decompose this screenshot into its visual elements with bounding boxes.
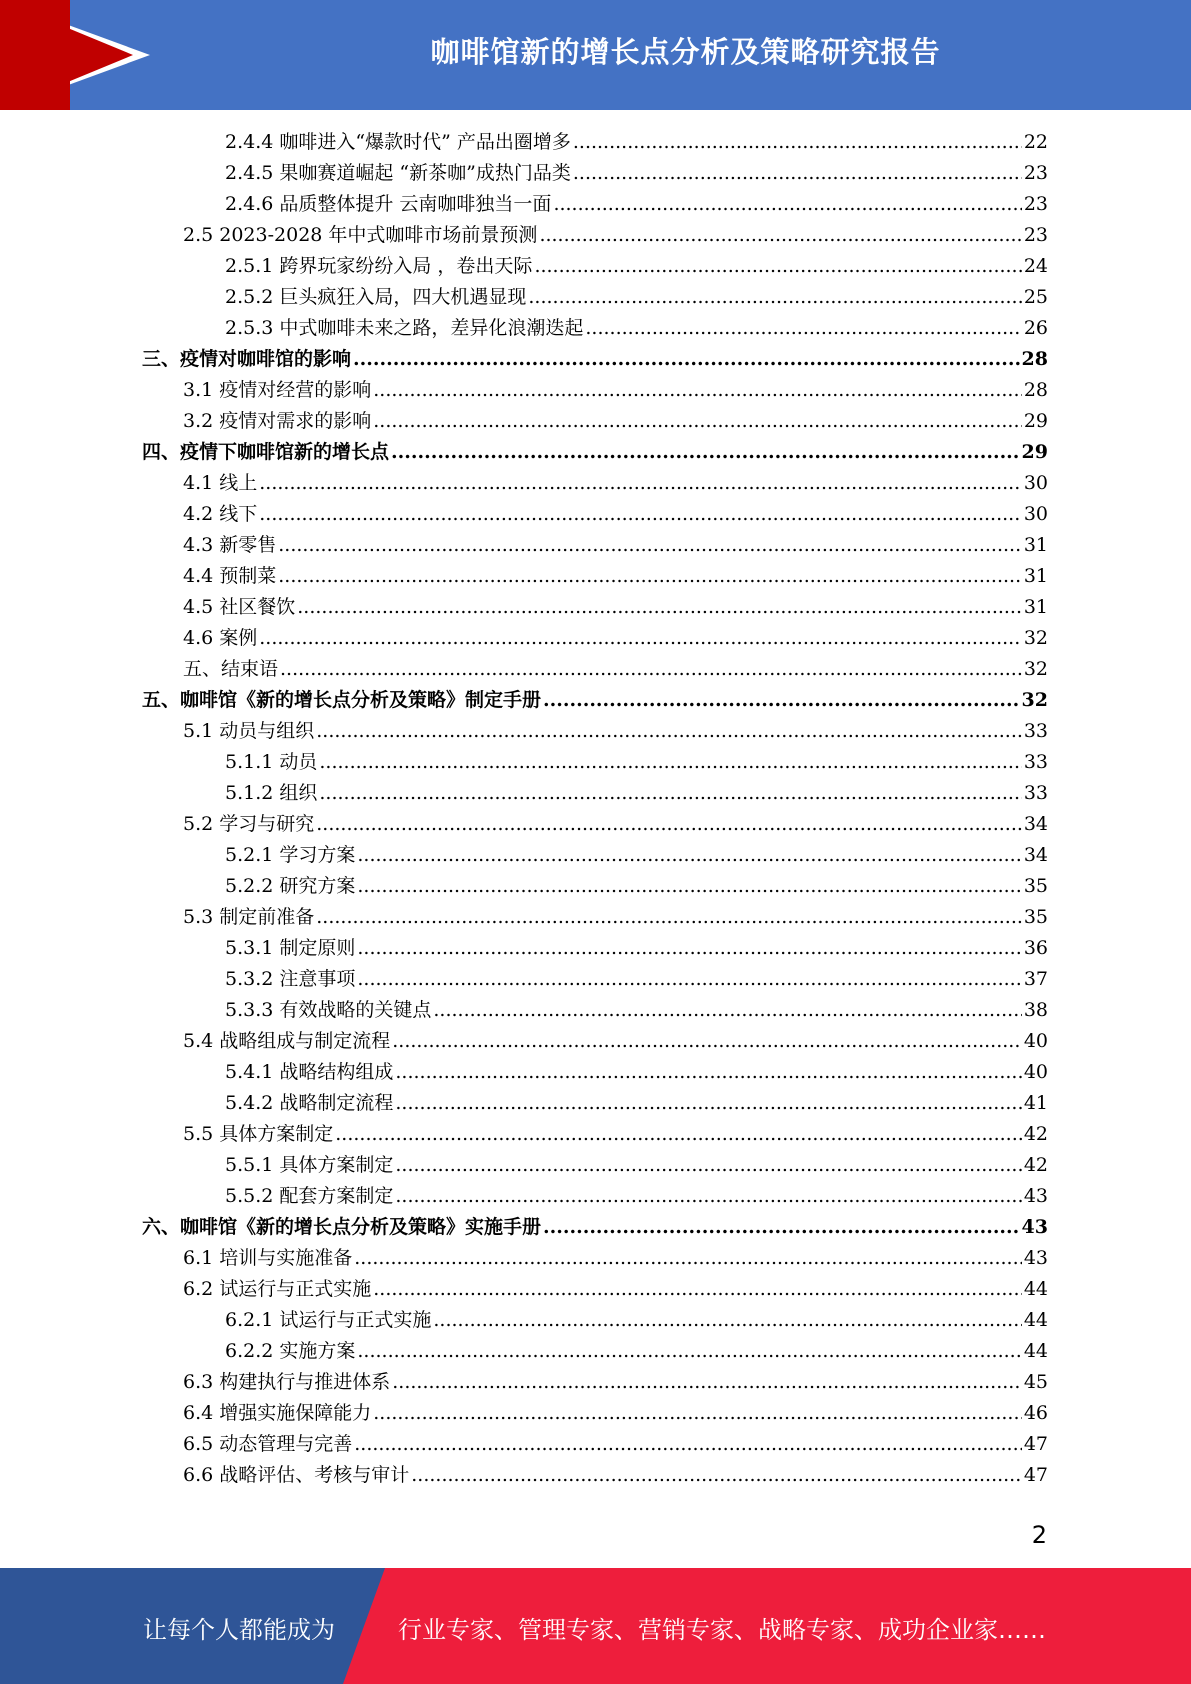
toc-leader-dots xyxy=(316,906,1022,928)
toc-entry-label: 2.5.3 中式咖啡未来之路，差异化浪潮迭起 xyxy=(225,317,584,339)
toc-leader-dots xyxy=(373,1278,1022,1300)
toc-leader-dots xyxy=(354,1247,1022,1269)
page-footer xyxy=(0,1568,1191,1684)
toc-leader-dots xyxy=(543,1216,1020,1238)
toc-entry-label: 5.1.2 组织 xyxy=(225,782,318,804)
toc-leader-dots xyxy=(411,1464,1022,1486)
toc-entry-page: 35 xyxy=(1023,875,1048,897)
toc-entry-label: 3.1 疫情对经营的影响 xyxy=(183,379,372,401)
toc-entry-label: 6.6 战略评估、考核与审计 xyxy=(183,1464,410,1486)
toc-entry[interactable] xyxy=(225,189,1048,220)
toc-entry-page: 30 xyxy=(1023,472,1048,494)
footer-blue-slant xyxy=(343,1568,385,1684)
toc-entry[interactable] xyxy=(225,251,1048,282)
toc-entry[interactable] xyxy=(225,1305,1048,1336)
toc-entry-page: 47 xyxy=(1023,1464,1048,1486)
toc-entry-label: 4.1 线上 xyxy=(183,472,258,494)
toc-entry-page: 31 xyxy=(1023,596,1048,618)
toc-entry-page: 43 xyxy=(1021,1216,1048,1238)
toc-entry-label: 5.5.2 配套方案制定 xyxy=(225,1185,394,1207)
toc-entry-page: 38 xyxy=(1023,999,1048,1021)
toc-entry-page: 34 xyxy=(1023,813,1048,835)
toc-entry-label: 2.4.4 咖啡进入“爆款时代” 产品出圈增多 xyxy=(225,131,571,153)
page-header xyxy=(0,0,1191,110)
toc-entry-label: 2.5.1 跨界玩家纷纷入局 ，卷出天际 xyxy=(225,255,533,277)
toc-entry-page: 43 xyxy=(1023,1247,1048,1269)
toc-entry-label: 5.4.1 战略结构组成 xyxy=(225,1061,394,1083)
toc-leader-dots xyxy=(316,720,1022,742)
toc-leader-dots xyxy=(297,596,1022,618)
toc-entry[interactable] xyxy=(183,1429,1048,1460)
toc-leader-dots xyxy=(373,1402,1022,1424)
toc-entry-label: 5.3.3 有效战略的关键点 xyxy=(225,999,432,1021)
toc-entry[interactable] xyxy=(225,1336,1048,1367)
toc-leader-dots xyxy=(534,255,1021,277)
toc-entry-page: 31 xyxy=(1023,534,1048,556)
toc-entry[interactable] xyxy=(225,933,1048,964)
toc-entry-label: 5.3 制定前准备 xyxy=(183,906,315,928)
toc-entry[interactable] xyxy=(183,1026,1048,1057)
toc-leader-dots xyxy=(433,999,1021,1021)
toc-entry-page: 42 xyxy=(1023,1123,1048,1145)
toc-entry-label: 6.3 构建执行与推进体系 xyxy=(183,1371,391,1393)
toc-leader-dots xyxy=(543,689,1020,711)
toc-leader-dots xyxy=(335,1123,1022,1145)
toc-leader-dots xyxy=(395,1092,1021,1114)
toc-entry-page: 36 xyxy=(1023,937,1048,959)
toc-entry[interactable] xyxy=(183,1243,1048,1274)
toc-entry-page: 32 xyxy=(1023,658,1048,680)
toc-entry[interactable] xyxy=(225,127,1048,158)
toc-entry-page: 47 xyxy=(1023,1433,1048,1455)
toc-entry[interactable] xyxy=(225,282,1048,313)
toc-entry[interactable] xyxy=(142,344,1048,375)
toc-entry-label: 5.2.2 研究方案 xyxy=(225,875,356,897)
toc-entry[interactable] xyxy=(183,499,1048,530)
toc-leader-dots xyxy=(259,627,1022,649)
report-title: 咖啡馆新的增长点分析及策略研究报告 xyxy=(430,35,941,69)
toc-entry[interactable] xyxy=(142,1212,1048,1243)
toc-entry-label: 4.6 案例 xyxy=(183,627,258,649)
toc-entry-label: 3.2 疫情对需求的影响 xyxy=(183,410,372,432)
toc-entry-label: 5.3.2 注意事项 xyxy=(225,968,356,990)
toc-entry[interactable] xyxy=(183,1274,1048,1305)
toc-entry[interactable] xyxy=(225,995,1048,1026)
toc-leader-dots xyxy=(259,503,1022,525)
toc-leader-dots xyxy=(280,658,1022,680)
toc-leader-dots xyxy=(357,875,1021,897)
toc-entry-label: 5.2.1 学习方案 xyxy=(225,844,356,866)
toc-leader-dots xyxy=(528,286,1021,308)
toc-entry-page: 43 xyxy=(1023,1185,1048,1207)
toc-entry-label: 4.3 新零售 xyxy=(183,534,277,556)
toc-entry[interactable] xyxy=(183,623,1048,654)
toc-entry-page: 23 xyxy=(1023,193,1048,215)
toc-entry-page: 40 xyxy=(1023,1030,1048,1052)
toc-leader-dots xyxy=(357,1340,1021,1362)
toc-entry[interactable] xyxy=(183,654,1048,685)
toc-entry-page: 44 xyxy=(1023,1278,1048,1300)
toc-leader-dots xyxy=(573,131,1022,153)
toc-entry-page: 28 xyxy=(1023,379,1048,401)
toc-entry-label: 5.1.1 动员 xyxy=(225,751,318,773)
toc-entry-label: 三、疫情对咖啡馆的影响 xyxy=(142,348,352,370)
toc-entry-label: 6.1 培训与实施准备 xyxy=(183,1247,353,1269)
toc-entry[interactable] xyxy=(183,902,1048,933)
toc-entry[interactable] xyxy=(183,716,1048,747)
toc-entry-label: 2.5.2 巨头疯狂入局，四大机遇显现 xyxy=(225,286,527,308)
toc-entry-page: 29 xyxy=(1021,441,1048,463)
toc-leader-dots xyxy=(392,1371,1022,1393)
toc-entry-page: 45 xyxy=(1023,1371,1048,1393)
toc-leader-dots xyxy=(316,813,1022,835)
toc-leader-dots xyxy=(354,1433,1022,1455)
toc-entry[interactable] xyxy=(225,747,1048,778)
toc-entry[interactable] xyxy=(183,1398,1048,1429)
toc-entry[interactable] xyxy=(225,313,1048,344)
toc-entry-label: 5.5.1 具体方案制定 xyxy=(225,1154,394,1176)
toc-entry-page: 29 xyxy=(1023,410,1048,432)
toc-entry-page: 30 xyxy=(1023,503,1048,525)
toc-leader-dots xyxy=(357,844,1021,866)
toc-entry-label: 5.4 战略组成与制定流程 xyxy=(183,1030,391,1052)
toc-leader-dots xyxy=(395,1061,1021,1083)
toc-entry-label: 2.5 2023-2028 年中式咖啡市场前景预测 xyxy=(183,224,538,246)
toc-entry[interactable] xyxy=(183,406,1048,437)
toc-entry-page: 25 xyxy=(1023,286,1048,308)
toc-entry[interactable] xyxy=(225,964,1048,995)
toc-entry[interactable] xyxy=(225,1057,1048,1088)
footer-slogan-right: 行业专家、管理专家、营销专家、战略专家、成功企业家…… xyxy=(398,1616,1046,1644)
toc-leader-dots xyxy=(373,410,1022,432)
toc-entry-label: 5.4.2 战略制定流程 xyxy=(225,1092,394,1114)
toc-entry-page: 33 xyxy=(1023,751,1048,773)
toc-entry[interactable] xyxy=(225,1088,1048,1119)
toc-entry-page: 33 xyxy=(1023,782,1048,804)
toc-leader-dots xyxy=(278,534,1022,556)
toc-entry[interactable] xyxy=(225,158,1048,189)
toc-entry[interactable] xyxy=(183,468,1048,499)
toc-entry-page: 28 xyxy=(1021,348,1048,370)
toc-leader-dots xyxy=(357,937,1021,959)
toc-entry[interactable] xyxy=(183,220,1048,251)
toc-entry[interactable] xyxy=(142,437,1048,468)
toc-leader-dots xyxy=(278,565,1022,587)
toc-entry-page: 44 xyxy=(1023,1309,1048,1331)
toc-entry-label: 五、结束语 xyxy=(183,658,279,680)
toc-entry-label: 5.5 具体方案制定 xyxy=(183,1123,334,1145)
toc-entry-page: 22 xyxy=(1023,131,1048,153)
toc-entry-label: 5.1 动员与组织 xyxy=(183,720,315,742)
toc-entry[interactable] xyxy=(225,1150,1048,1181)
toc-entry-label: 6.5 动态管理与完善 xyxy=(183,1433,353,1455)
toc-leader-dots xyxy=(395,1154,1021,1176)
toc-entry-page: 23 xyxy=(1023,224,1048,246)
toc-entry-label: 5.3.1 制定原则 xyxy=(225,937,356,959)
toc-entry[interactable] xyxy=(225,1181,1048,1212)
toc-leader-dots xyxy=(553,193,1021,215)
toc-entry-page: 40 xyxy=(1023,1061,1048,1083)
toc-entry-page: 26 xyxy=(1023,317,1048,339)
toc-leader-dots xyxy=(357,968,1021,990)
toc-leader-dots xyxy=(373,379,1022,401)
toc-leader-dots xyxy=(319,782,1021,804)
toc-entry-page: 23 xyxy=(1023,162,1048,184)
toc-entry[interactable] xyxy=(225,871,1048,902)
toc-leader-dots xyxy=(585,317,1021,339)
toc-leader-dots xyxy=(353,348,1020,370)
toc-leader-dots xyxy=(259,472,1022,494)
toc-entry-label: 四、疫情下咖啡馆新的增长点 xyxy=(142,441,390,463)
toc-entry-label: 6.2 试运行与正式实施 xyxy=(183,1278,372,1300)
page-number: 2 xyxy=(1031,1521,1047,1549)
toc-entry-page: 32 xyxy=(1021,689,1048,711)
toc-leader-dots xyxy=(573,162,1022,184)
toc-entry-label: 6.2.1 试运行与正式实施 xyxy=(225,1309,432,1331)
toc-entry-label: 2.4.6 品质整体提升 云南咖啡独当一面 xyxy=(225,193,552,215)
toc-leader-dots xyxy=(433,1309,1021,1331)
toc-entry-page: 44 xyxy=(1023,1340,1048,1362)
toc-entry-label: 6.4 增强实施保障能力 xyxy=(183,1402,372,1424)
toc-entry-page: 24 xyxy=(1023,255,1048,277)
toc-leader-dots xyxy=(392,1030,1022,1052)
toc-entry-label: 六、咖啡馆《新的增长点分析及策略》实施手册 xyxy=(142,1216,542,1238)
header-red-block xyxy=(0,0,70,110)
toc-leader-dots xyxy=(395,1185,1021,1207)
footer-slogan-left: 让每个人都能成为 xyxy=(143,1616,335,1644)
toc-entry[interactable] xyxy=(142,685,1048,716)
toc-entry[interactable] xyxy=(183,561,1048,592)
toc-entry-page: 31 xyxy=(1023,565,1048,587)
toc-entry[interactable] xyxy=(225,778,1048,809)
toc-entry-page: 37 xyxy=(1023,968,1048,990)
toc-leader-dots xyxy=(319,751,1021,773)
toc-entry-page: 32 xyxy=(1023,627,1048,649)
toc-leader-dots xyxy=(539,224,1021,246)
toc-entry-label: 4.5 社区餐饮 xyxy=(183,596,296,618)
toc-entry-page: 41 xyxy=(1023,1092,1048,1114)
toc-entry-page: 42 xyxy=(1023,1154,1048,1176)
toc-entry[interactable] xyxy=(225,840,1048,871)
toc-entry[interactable] xyxy=(183,530,1048,561)
toc-entry-page: 34 xyxy=(1023,844,1048,866)
toc-entry-label: 4.4 预制菜 xyxy=(183,565,277,587)
toc-entry[interactable] xyxy=(183,1460,1048,1491)
toc-entry-label: 5.2 学习与研究 xyxy=(183,813,315,835)
toc-entry-page: 35 xyxy=(1023,906,1048,928)
toc-entry-page: 46 xyxy=(1023,1402,1048,1424)
toc-entry[interactable] xyxy=(183,375,1048,406)
toc-entry[interactable] xyxy=(183,809,1048,840)
toc-entry-label: 6.2.2 实施方案 xyxy=(225,1340,356,1362)
toc-entry[interactable] xyxy=(183,1119,1048,1150)
toc-entry-label: 4.2 线下 xyxy=(183,503,258,525)
toc-entry[interactable] xyxy=(183,1367,1048,1398)
toc-entry-label: 2.4.5 果咖赛道崛起 “新茶咖”成热门品类 xyxy=(225,162,571,184)
toc-leader-dots xyxy=(391,441,1020,463)
toc-entry[interactable] xyxy=(183,592,1048,623)
toc-entry-page: 33 xyxy=(1023,720,1048,742)
toc-entry-label: 五、咖啡馆《新的增长点分析及策略》制定手册 xyxy=(142,689,542,711)
